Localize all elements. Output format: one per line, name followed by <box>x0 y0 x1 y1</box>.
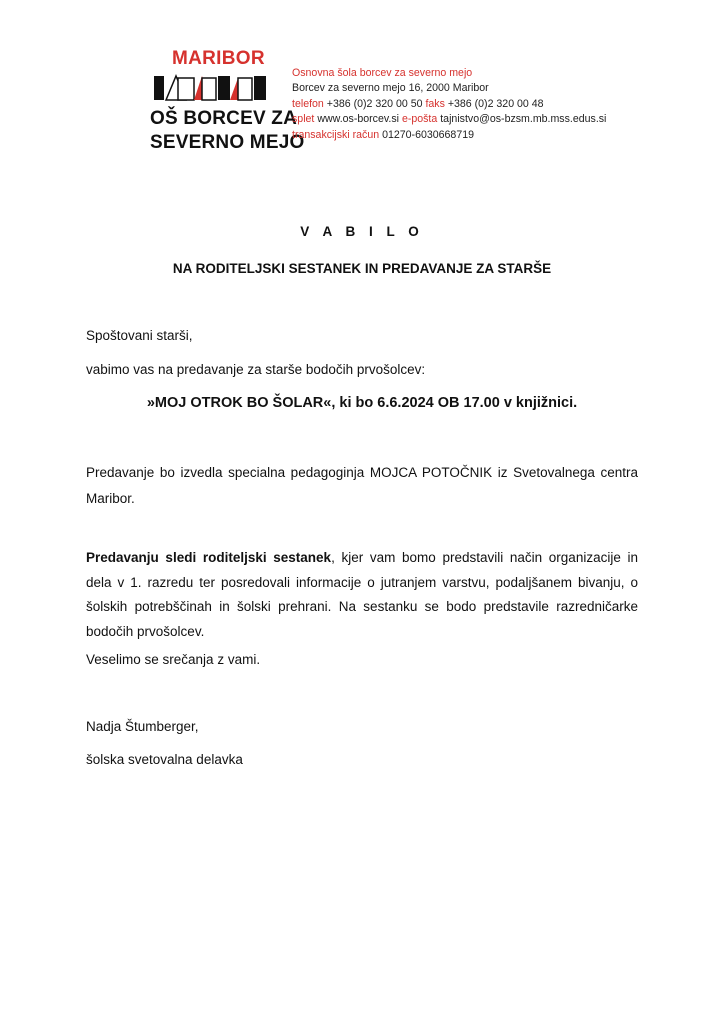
web-link[interactable]: www.os-borcev.si <box>317 113 399 126</box>
lecture-paragraph: Predavanje bo izvedla specialna pedagoginja MOJCA POTOČNIK iz Svetovalnega centra Maribor. <box>86 465 638 506</box>
letterhead-phone-row <box>292 97 592 112</box>
meeting-paragraph <box>86 546 638 644</box>
email-label: e-pošta <box>401 113 438 126</box>
phone-label: telefon <box>292 97 324 110</box>
account-label: transakcijski račun <box>292 128 380 141</box>
letterhead-web-row <box>292 112 607 127</box>
closing-text: Veselimo se srečanja z vami. <box>86 652 261 667</box>
letterhead-address: Borcev za severno mejo 16, 2000 Maribor <box>292 82 489 95</box>
web-label: splet <box>292 113 315 126</box>
logo-city-text: MARIBOR <box>172 48 265 69</box>
invitation-text: vabimo vas na predavanje za starše bodočih prvošolcev: <box>86 362 426 377</box>
logo-school-name-line1: OŠ BORCEV ZA <box>150 108 298 129</box>
meeting-bold-lead: Predavanju sledi roditeljski sestanek <box>86 550 332 565</box>
logo-blocks-graphic <box>154 74 266 102</box>
logo-school-name-line2: SEVERNO MEJO <box>150 132 305 153</box>
fax-label: faks <box>425 97 445 110</box>
document-title: V A B I L O <box>300 224 424 239</box>
letterhead <box>292 66 607 143</box>
letterhead-school-name: Osnovna šola borcev za severno mejo <box>292 67 473 79</box>
signature-role: šolska svetovalna delavka <box>86 752 243 767</box>
event-line: »MOJ OTROK BO ŠOLAR«, ki bo 6.6.2024 OB 17.00 v knjižnici. <box>146 395 578 411</box>
email-link[interactable]: tajnistvo@os-bzsm.mb.mss.edus.si <box>440 113 607 126</box>
meeting-rest-text: , kjer vam bomo predstavili način organizacije in dela v 1. razredu ter posredovali informacije o jutranjem varstvu, podaljšanem bivanju, o šolskih potrebščinah in šolski prehrani. Na sestanku se bodo predstavile razredničarke bodočih prvošolcev. <box>86 550 638 639</box>
salutation: Spoštovani starši, <box>86 328 193 343</box>
account-value: 01270-6030668719 <box>382 128 474 141</box>
signature-name: Nadja Štumberger, <box>86 719 199 734</box>
phone-value: +386 (0)2 320 00 50 <box>326 97 423 110</box>
document-subtitle: NA RODITELJSKI SESTANEK IN PREDAVANJE ZA STARŠE <box>172 261 552 276</box>
letterhead-account-row <box>292 128 592 143</box>
fax-value: +386 (0)2 320 00 48 <box>447 97 544 110</box>
